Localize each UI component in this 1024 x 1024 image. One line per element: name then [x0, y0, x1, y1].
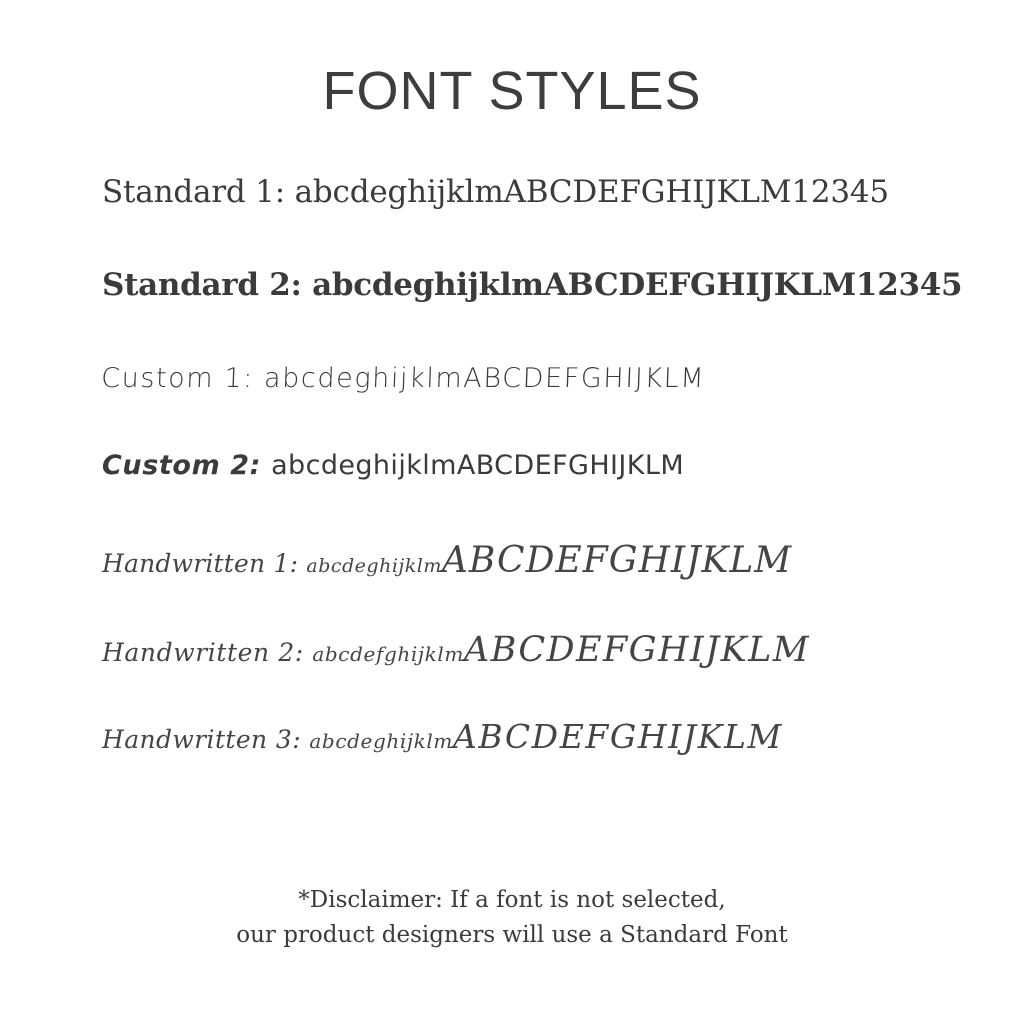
disclaimer-line-1: *Disclaimer: If a font is not selected, [298, 887, 726, 913]
font-sample-text: abcdeghijklmABCDEFGHIJKLM [263, 363, 706, 395]
font-sample-label: Handwritten 3: [102, 725, 302, 755]
font-sample-standard-2 [20, 218, 1004, 311]
font-sample-text-uppercase: ABCDEFGHIJKLM [452, 717, 783, 757]
font-sample-label: Standard 2: [102, 267, 302, 304]
font-sample-label: Handwritten 2: [102, 638, 304, 668]
font-sample-text: abcdeghijklmABCDEFGHIJKLM12345 [312, 267, 963, 304]
font-sample-text-lowercase: abcdeghijklm [309, 729, 453, 754]
font-sample-handwritten-1 [20, 487, 1004, 585]
page-title: FONT STYLES [322, 61, 702, 121]
disclaimer [0, 883, 1024, 952]
font-sample-label: Custom 1: [100, 363, 255, 395]
font-sample-handwritten-3 [20, 674, 1004, 759]
font-sample-custom-2 [20, 400, 1004, 487]
font-sample-standard-1 [20, 167, 1004, 218]
font-sample-label: Standard 1: [102, 174, 285, 211]
font-sample-custom-1 [18, 311, 1005, 400]
font-sample-text-lowercase: abcdeghijklm [306, 555, 442, 578]
font-sample-handwritten-2 [20, 585, 1004, 674]
font-sample-text: abcdeghijklmABCDEFGHIJKLM12345 [294, 174, 889, 211]
font-sample-text: abcdeghijklmABCDEFGHIJKLM [271, 450, 685, 482]
font-sample-label: Handwritten 1: [102, 549, 299, 579]
font-sample-label: Custom 2: [102, 450, 262, 482]
font-sample-text-uppercase: ABCDEFGHIJKLM [463, 630, 810, 671]
disclaimer-line-2: our product designers will use a Standard Font [236, 921, 788, 948]
font-sample-text-uppercase: ABCDEFGHIJKLM [441, 540, 793, 582]
font-sample-list [0, 167, 1024, 759]
font-sample-text-lowercase: abcdefghijklm [312, 642, 464, 667]
